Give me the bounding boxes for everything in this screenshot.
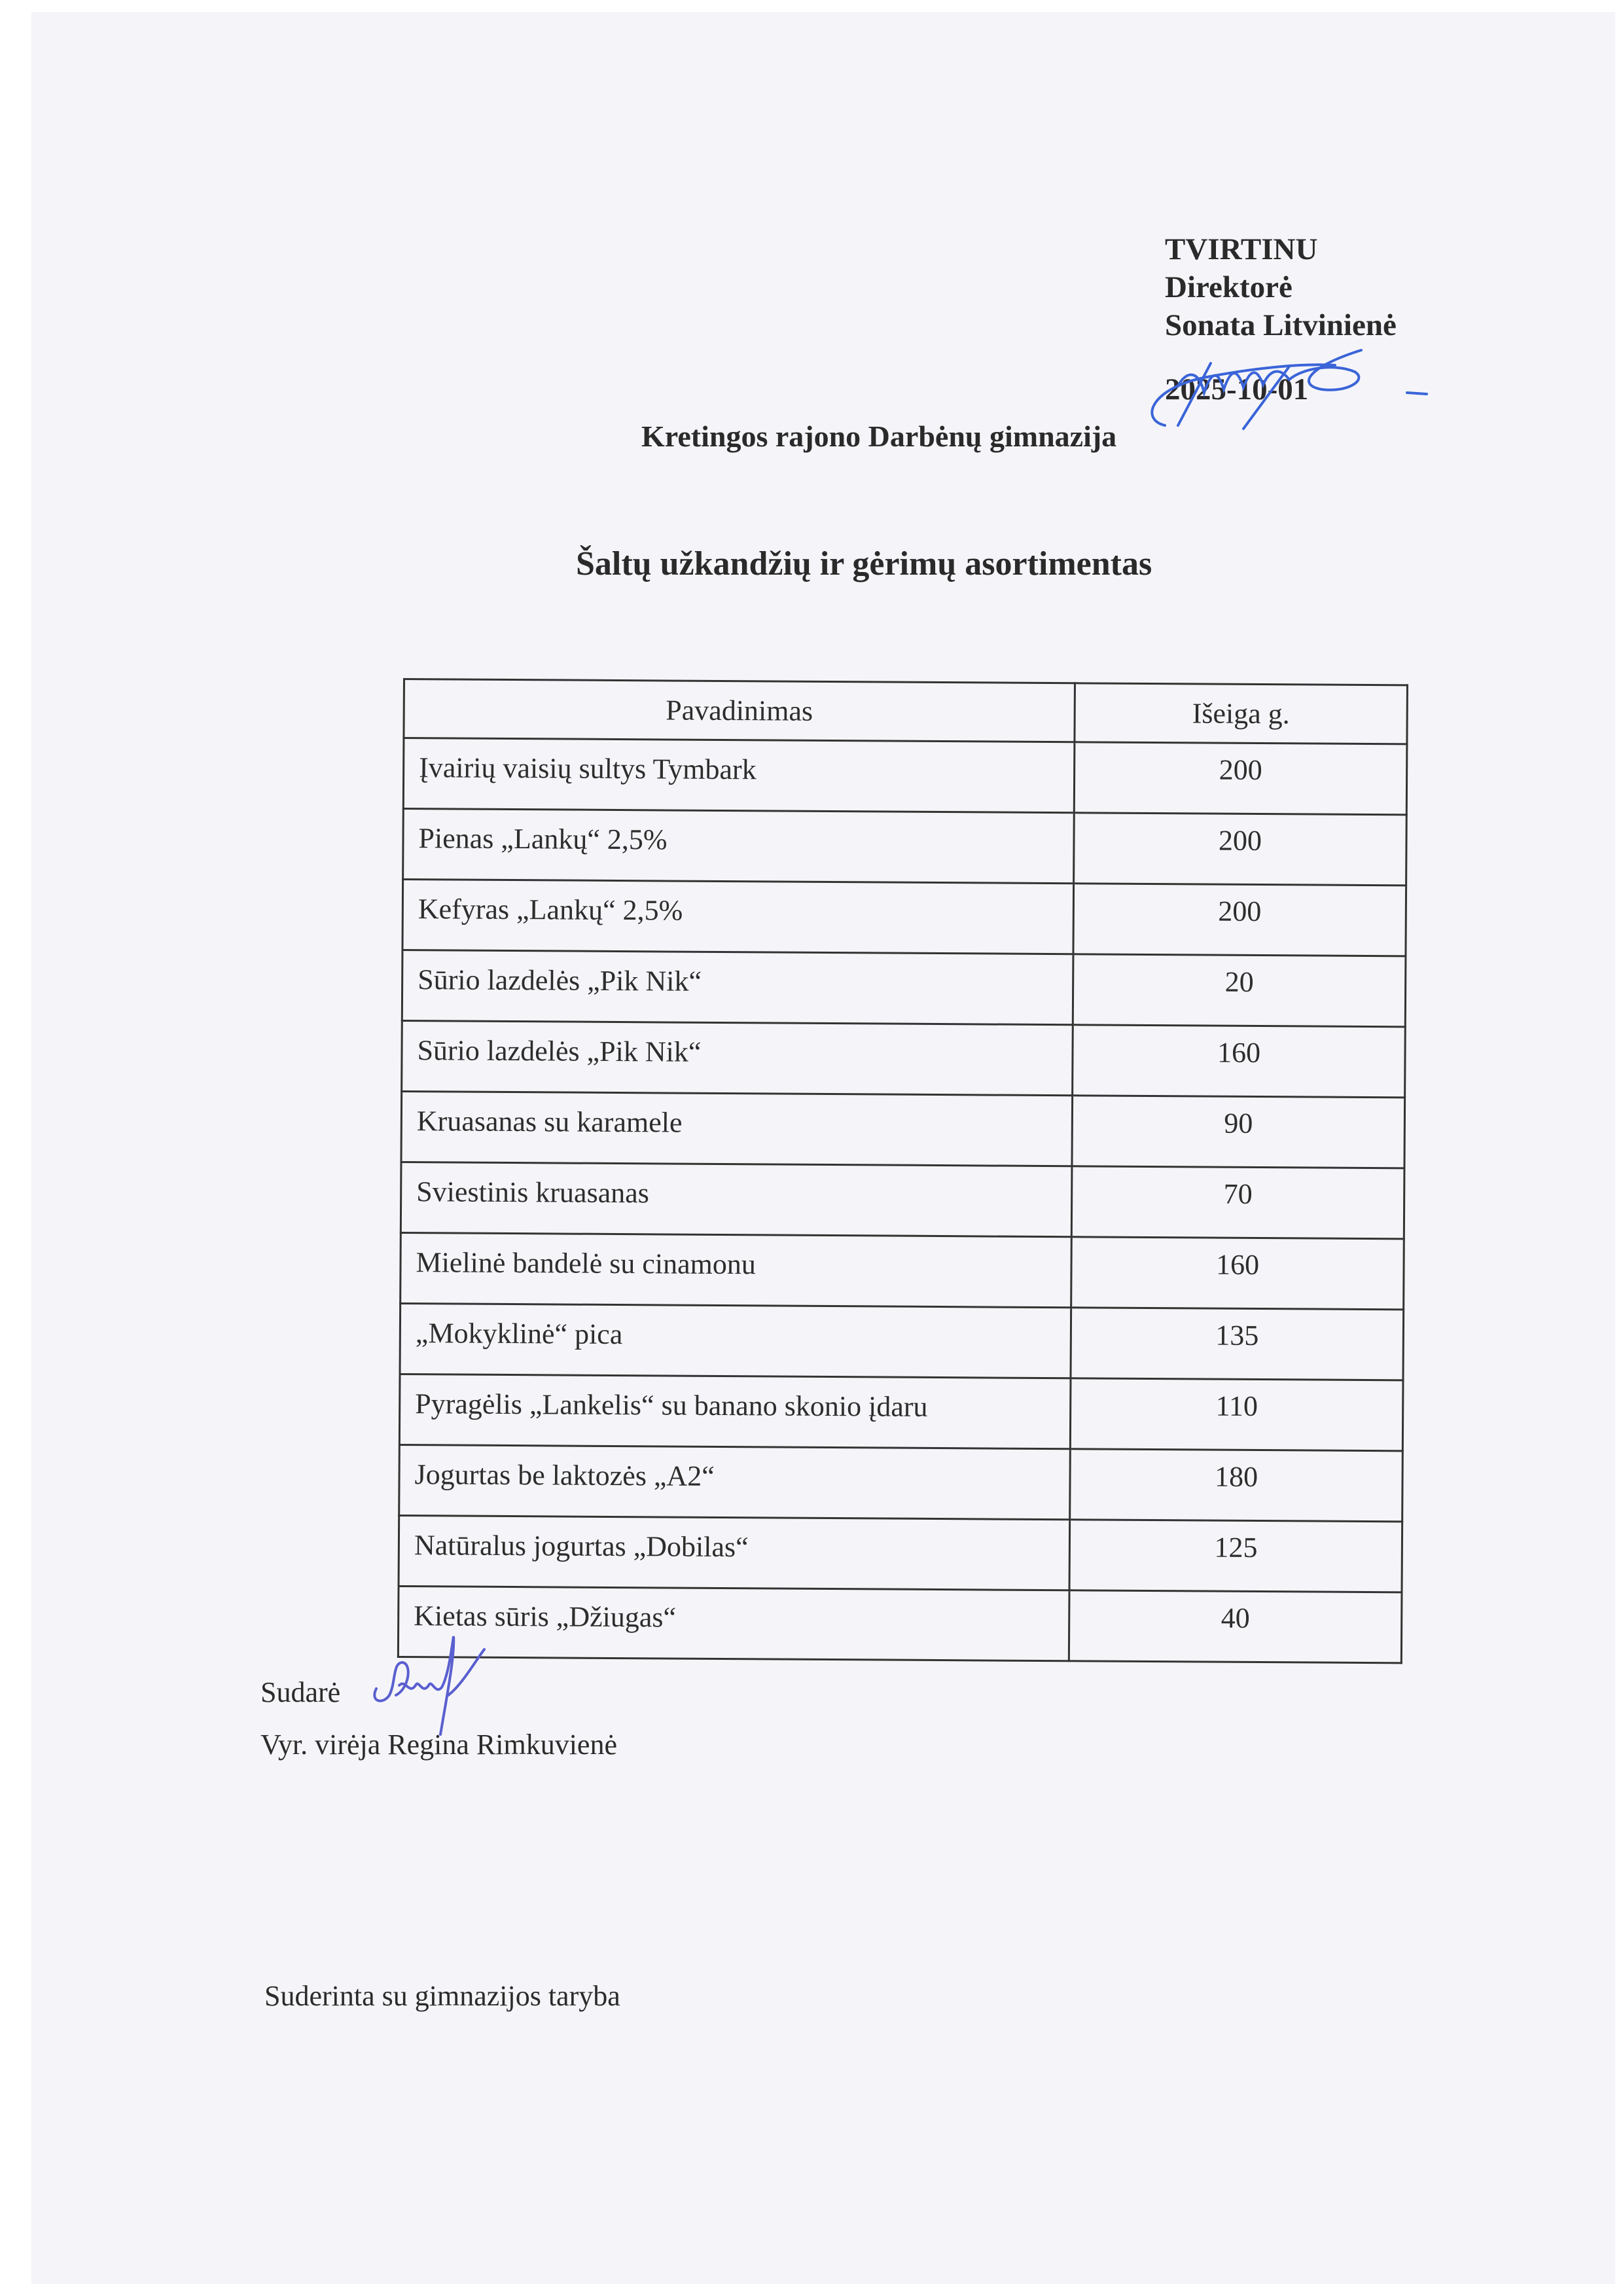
item-yield: 160 xyxy=(1073,1025,1406,1098)
item-name: Sūrio lazdelės „Pik Nik“ xyxy=(402,950,1073,1025)
table-row xyxy=(403,809,1407,886)
table-row xyxy=(402,950,1406,1027)
agreed-note: Suderinta su gimnazijos taryba xyxy=(264,1980,620,2012)
item-yield: 200 xyxy=(1074,813,1407,886)
item-yield: 135 xyxy=(1071,1308,1404,1380)
table-header-row xyxy=(404,679,1408,744)
item-yield: 40 xyxy=(1069,1590,1402,1663)
approval-label: TVIRTINU xyxy=(1165,232,1318,266)
header-yield: Išeiga g. xyxy=(1075,683,1408,744)
cook-signature xyxy=(370,1623,520,1741)
item-yield: 125 xyxy=(1069,1520,1402,1592)
table-row xyxy=(403,738,1407,815)
table-row xyxy=(402,880,1406,956)
compiled-by-label: Sudarė xyxy=(260,1676,341,1708)
approval-name: Sonata Litvinienė xyxy=(1165,308,1397,342)
table-row xyxy=(401,1091,1405,1168)
item-yield: 200 xyxy=(1074,742,1407,815)
approval-date: 2025-10-01 xyxy=(1165,372,1309,406)
item-name: Sūrio lazdelės „Pik Nik“ xyxy=(402,1020,1073,1095)
table-row xyxy=(401,1162,1404,1238)
document-title: Šaltų užkandžių ir gėrimų asortimentas xyxy=(576,545,1152,583)
item-yield: 20 xyxy=(1073,954,1406,1027)
item-name: Kefyras „Lankų“ 2,5% xyxy=(402,880,1074,954)
director-signature xyxy=(1139,327,1440,432)
item-name: Natūralus jogurtas „Dobilas“ xyxy=(399,1515,1070,1590)
table-row xyxy=(400,1303,1404,1380)
item-yield: 90 xyxy=(1072,1096,1405,1168)
table-row xyxy=(398,1586,1402,1662)
header-name: Pavadinimas xyxy=(404,679,1075,742)
table-row xyxy=(401,1232,1404,1309)
item-name: „Mokyklinė“ pica xyxy=(400,1303,1071,1378)
item-yield: 200 xyxy=(1073,884,1406,956)
item-name: Jogurtas be laktozės „A2“ xyxy=(399,1444,1071,1519)
school-name: Kretingos rajono Darbėnų gimnazija xyxy=(641,420,1117,453)
table-row xyxy=(402,1020,1406,1097)
compiler-name: Vyr. virėja Regina Rimkuvienė xyxy=(260,1729,617,1761)
item-name: Įvairių vaisių sultys Tymbark xyxy=(403,738,1075,813)
table-row xyxy=(399,1444,1403,1521)
item-name: Mielinė bandelė su cinamonu xyxy=(401,1232,1072,1307)
item-yield: 110 xyxy=(1070,1378,1403,1451)
item-name: Kietas sūris „Džiugas“ xyxy=(398,1586,1069,1660)
item-yield: 180 xyxy=(1070,1449,1403,1522)
item-yield: 70 xyxy=(1071,1166,1404,1239)
item-name: Pienas „Lankų“ 2,5% xyxy=(403,809,1075,884)
item-name: Kruasanas su karamele xyxy=(401,1091,1073,1166)
approval-position: Direktorė xyxy=(1165,270,1293,304)
item-name: Sviestinis kruasanas xyxy=(401,1162,1072,1236)
table-row xyxy=(399,1515,1402,1592)
table-row xyxy=(399,1374,1403,1450)
item-name: Pyragėlis „Lankelis“ su banano skonio įdaru xyxy=(399,1374,1071,1448)
item-yield: 160 xyxy=(1071,1237,1404,1310)
assortment-table xyxy=(397,678,1408,1664)
